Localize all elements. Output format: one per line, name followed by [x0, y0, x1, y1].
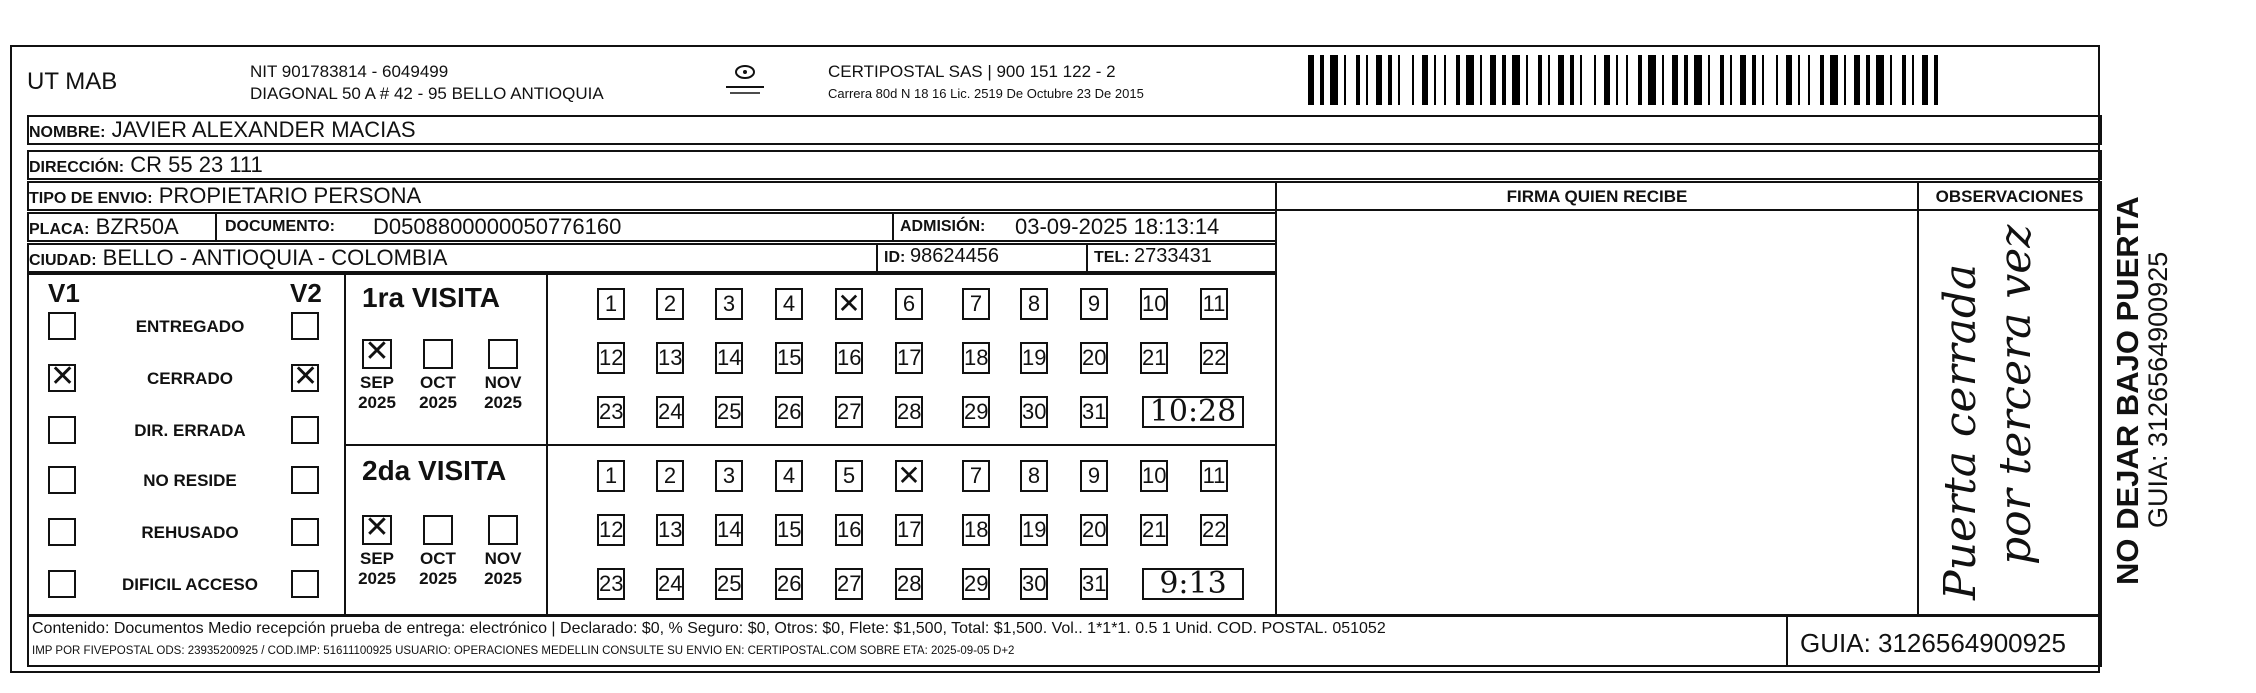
- id-value: 98624456: [910, 245, 999, 267]
- tipo-value: PROPIETARIO PERSONA: [158, 183, 422, 208]
- v2-label: V2: [290, 278, 322, 308]
- barcode-bar: [1444, 55, 1446, 105]
- firma-box: [1275, 181, 1919, 616]
- barcode-bar: [1866, 55, 1870, 105]
- day-box[interactable]: 10: [1140, 288, 1168, 320]
- barcode-bar: [1876, 55, 1884, 105]
- day-box[interactable]: 23: [597, 568, 625, 600]
- barcode-bar: [1388, 55, 1392, 105]
- year-label: 2025: [484, 393, 522, 412]
- barcode-bar: [1320, 55, 1324, 105]
- day-box[interactable]: 5: [835, 460, 863, 492]
- year-label: 2025: [419, 569, 457, 588]
- day-box[interactable]: 1: [597, 460, 625, 492]
- visit2-title: 2da VISITA: [362, 455, 507, 486]
- day-box[interactable]: 19: [1020, 514, 1048, 546]
- documento-label: DOCUMENTO:: [225, 218, 335, 235]
- barcode-bar: [1526, 55, 1528, 105]
- barcode-bar: [1672, 55, 1678, 105]
- day-box[interactable]: 29: [962, 396, 990, 428]
- day-box[interactable]: 14: [715, 514, 743, 546]
- visit-time: 9:13: [1142, 568, 1244, 600]
- direccion-value: CR 55 23 111: [130, 152, 263, 177]
- day-box[interactable]: ✕: [895, 460, 923, 492]
- barcode-bar: [1570, 55, 1574, 105]
- admision-label: ADMISIÓN:: [900, 218, 986, 235]
- status-label: NO RESIDE: [143, 471, 237, 490]
- barcode-bar: [1502, 55, 1506, 105]
- company-nit: NIT 901783814 - 6049499: [250, 62, 449, 81]
- month-label: SEP: [359, 373, 395, 392]
- ciudad-row: [27, 243, 1277, 273]
- status-label: ENTREGADO: [135, 317, 245, 336]
- day-box[interactable]: 1: [597, 288, 625, 320]
- v2-checkbox[interactable]: ✕: [293, 359, 319, 394]
- day-box[interactable]: 14: [715, 342, 743, 374]
- side-guia: GUIA: 3126564900925: [2143, 251, 2173, 528]
- day-box[interactable]: 29: [962, 568, 990, 600]
- year-label: 2025: [419, 393, 457, 412]
- day-box[interactable]: 18: [962, 514, 990, 546]
- footer-guia: GUIA: 3126564900925: [1800, 628, 2066, 658]
- v2-checkbox[interactable]: [291, 312, 319, 340]
- barcode-bar: [1616, 55, 1618, 105]
- barcode-bar: [1480, 55, 1482, 105]
- visit-divider: [344, 444, 1276, 446]
- day-box[interactable]: 24: [656, 396, 684, 428]
- day-box[interactable]: 4: [775, 460, 803, 492]
- placa-label: PLACA:: [29, 221, 90, 238]
- day-box[interactable]: 15: [775, 514, 803, 546]
- day-box[interactable]: 3: [715, 288, 743, 320]
- day-box[interactable]: 12: [597, 342, 625, 374]
- year-label: 2025: [358, 393, 396, 412]
- nombre-row: [27, 115, 2102, 145]
- barcode-bar: [1366, 55, 1368, 105]
- carrier-license: Carrera 80d N 18 16 Lic. 2519 De Octubre 23 De 2015: [828, 86, 1144, 101]
- v2-checkbox[interactable]: [291, 570, 319, 598]
- v1-checkbox[interactable]: ✕: [50, 359, 76, 394]
- status-label: REHUSADO: [141, 523, 239, 542]
- ciudad-value: BELLO - ANTIOQUIA - COLOMBIA: [102, 245, 448, 270]
- day-box[interactable]: 25: [715, 568, 743, 600]
- barcode-bar: [1344, 55, 1346, 105]
- placa-divider: [215, 212, 217, 242]
- company-name: UT MAB: [27, 68, 118, 95]
- barcode-bar: [1648, 55, 1656, 105]
- day-box[interactable]: 13: [656, 514, 684, 546]
- barcode-bar: [1308, 55, 1314, 105]
- barcode-bar: [1922, 55, 1928, 105]
- day-box[interactable]: 11: [1200, 460, 1228, 492]
- barcode-bar: [1594, 55, 1596, 105]
- barcode-bar: [1776, 55, 1778, 105]
- id-label: ID:: [884, 249, 906, 266]
- barcode-bar: [1434, 55, 1436, 105]
- obs-handwriting-2: por tercera vez: [1990, 224, 2041, 565]
- barcode-bar: [1538, 55, 1542, 105]
- nombre-label: NOMBRE:: [29, 124, 106, 141]
- barcode-bar: [1854, 55, 1860, 105]
- day-box[interactable]: 15: [775, 342, 803, 374]
- company-address: DIAGONAL 50 A # 42 - 95 BELLO ANTIOQUIA: [250, 84, 604, 103]
- v2-checkbox[interactable]: [291, 416, 319, 444]
- obs-handwriting-1: Puerta cerrada: [1935, 263, 1986, 600]
- barcode-bar: [1694, 55, 1702, 105]
- day-box[interactable]: 8: [1020, 288, 1048, 320]
- month-checkbox[interactable]: ✕: [362, 515, 392, 545]
- day-box[interactable]: 4: [775, 288, 803, 320]
- day-box[interactable]: 2: [656, 288, 684, 320]
- nombre-value: JAVIER ALEXANDER MACIAS: [111, 117, 416, 142]
- carrier-logo: [712, 60, 778, 100]
- barcode-bar: [1934, 55, 1938, 105]
- day-box[interactable]: 26: [775, 396, 803, 428]
- barcode-bar: [1512, 55, 1520, 105]
- day-box[interactable]: 6: [895, 288, 923, 320]
- day-box[interactable]: 21: [1140, 342, 1168, 374]
- year-label: 2025: [484, 569, 522, 588]
- v2-checkbox[interactable]: [291, 466, 319, 494]
- direccion-row: [27, 150, 2102, 180]
- tipo-row: [27, 181, 1277, 211]
- firma-label: FIRMA QUIEN RECIBE: [1506, 187, 1688, 206]
- month-label: NOV: [484, 549, 522, 568]
- day-box[interactable]: 22: [1200, 342, 1228, 374]
- v1-checkbox[interactable]: [48, 312, 76, 340]
- barcode-bar: [1902, 55, 1906, 105]
- day-box[interactable]: 30: [1020, 568, 1048, 600]
- barcode-bar: [1684, 55, 1688, 105]
- v1-checkbox[interactable]: [48, 466, 76, 494]
- barcode-bar: [1890, 55, 1892, 105]
- month-checkbox[interactable]: [488, 339, 518, 369]
- day-box[interactable]: 23: [597, 396, 625, 428]
- visit1-title: 1ra VISITA: [362, 282, 500, 313]
- day-box[interactable]: 9: [1080, 460, 1108, 492]
- barcode-bar: [1762, 55, 1764, 105]
- barcode-bar: [1466, 55, 1474, 105]
- month-label: SEP: [359, 549, 395, 568]
- barcode-bar: [1820, 55, 1824, 105]
- footer-divider: [1786, 615, 1788, 667]
- day-box[interactable]: 17: [895, 342, 923, 374]
- day-box[interactable]: 20: [1080, 342, 1108, 374]
- day-box[interactable]: 19: [1020, 342, 1048, 374]
- day-box[interactable]: 31: [1080, 396, 1108, 428]
- footer-line1: Contenido: Documentos Medio recepción prueba de entrega: electrónico | Declarado: $0, % Seguro: $0, Otros: $0, Flete: $1,500, Total: $1,500. Vol.. 1*1*1. 0.5 1 Unid. COD. POSTAL. 051052: [32, 620, 1386, 637]
- barcode-bar: [1626, 55, 1628, 105]
- barcode-bar: [1720, 55, 1724, 105]
- day-box[interactable]: 9: [1080, 288, 1108, 320]
- day-box[interactable]: 31: [1080, 568, 1108, 600]
- tel-label: TEL:: [1094, 249, 1130, 266]
- barcode-bar: [1730, 55, 1732, 105]
- tel-value: 2733431: [1134, 245, 1212, 267]
- barcode-bar: [1808, 55, 1810, 105]
- day-box[interactable]: 16: [835, 342, 863, 374]
- day-box[interactable]: 27: [835, 396, 863, 428]
- barcode-bar: [1490, 55, 1496, 105]
- day-box[interactable]: 20: [1080, 514, 1108, 546]
- day-box[interactable]: 8: [1020, 460, 1048, 492]
- day-box[interactable]: 28: [895, 396, 923, 428]
- month-checkbox[interactable]: [488, 515, 518, 545]
- month-label: NOV: [484, 373, 522, 392]
- admision-divider: [892, 212, 894, 242]
- status-label: DIR. ERRADA: [134, 421, 246, 440]
- barcode-bar: [1330, 55, 1338, 105]
- barcode-bar: [1912, 55, 1914, 105]
- placa-value: BZR50A: [95, 214, 179, 239]
- ciudad-label: CIUDAD:: [29, 252, 97, 269]
- day-box[interactable]: 3: [715, 460, 743, 492]
- barcode-bar: [1798, 55, 1800, 105]
- admision-value: 03-09-2025 18:13:14: [1015, 214, 1220, 239]
- day-box[interactable]: 25: [715, 396, 743, 428]
- month-checkbox[interactable]: [423, 515, 453, 545]
- day-box[interactable]: 21: [1140, 514, 1168, 546]
- barcode-bar: [1412, 55, 1414, 105]
- month-checkbox[interactable]: [423, 339, 453, 369]
- side-warning: NO DEJAR BAJO PUERTA: [2110, 196, 2145, 585]
- day-box[interactable]: 2: [656, 460, 684, 492]
- v1-checkbox[interactable]: [48, 416, 76, 444]
- barcode-bar: [1422, 55, 1428, 105]
- id-divider: [876, 243, 878, 273]
- barcode-bar: [1376, 55, 1382, 105]
- v1-label: V1: [48, 278, 80, 308]
- barcode-bar: [1604, 55, 1610, 105]
- day-box[interactable]: 13: [656, 342, 684, 374]
- visit-time: 10:28: [1142, 396, 1244, 428]
- v1-checkbox[interactable]: [48, 570, 76, 598]
- status-label: DIFICIL ACCESO: [121, 575, 258, 594]
- barcode-bar: [1398, 55, 1400, 105]
- v1-checkbox[interactable]: [48, 518, 76, 546]
- tel-divider: [1086, 243, 1088, 273]
- day-box[interactable]: 24: [656, 568, 684, 600]
- obs-label: OBSERVACIONES: [1935, 187, 2084, 206]
- day-box[interactable]: 26: [775, 568, 803, 600]
- barcode-bar: [1830, 55, 1838, 105]
- day-box[interactable]: 10: [1140, 460, 1168, 492]
- barcode-bar: [1638, 55, 1642, 105]
- barcode-bar: [1844, 55, 1846, 105]
- documento-value: D0508800000050776160: [373, 214, 622, 239]
- carrier-name: CERTIPOSTAL SAS | 900 151 122 - 2: [828, 62, 1116, 81]
- tipo-label: TIPO DE ENVIO:: [29, 190, 153, 207]
- status-label: CERRADO: [147, 369, 233, 388]
- barcode-bar: [1786, 55, 1792, 105]
- barcode-bar: [1558, 55, 1564, 105]
- day-box[interactable]: 30: [1020, 396, 1048, 428]
- barcode-bar: [1708, 55, 1710, 105]
- day-box[interactable]: 7: [962, 288, 990, 320]
- day-box[interactable]: 16: [835, 514, 863, 546]
- barcode-bar: [1752, 55, 1756, 105]
- day-box[interactable]: 17: [895, 514, 923, 546]
- barcode-bar: [1580, 55, 1582, 105]
- month-label: OCT: [420, 373, 456, 392]
- day-box[interactable]: 12: [597, 514, 625, 546]
- v2-checkbox[interactable]: [291, 518, 319, 546]
- barcode-bar: [1456, 55, 1460, 105]
- day-box[interactable]: ✕: [835, 288, 863, 320]
- barcode-bar: [1356, 55, 1360, 105]
- day-box[interactable]: 27: [835, 568, 863, 600]
- barcode-bar: [1662, 55, 1664, 105]
- barcode-bar: [1740, 55, 1746, 105]
- month-label: OCT: [420, 549, 456, 568]
- day-box[interactable]: 7: [962, 460, 990, 492]
- day-box[interactable]: 28: [895, 568, 923, 600]
- barcode-bar: [1548, 55, 1550, 105]
- barcode: [1308, 55, 1948, 105]
- day-box[interactable]: 22: [1200, 514, 1228, 546]
- day-box[interactable]: 18: [962, 342, 990, 374]
- month-checkbox[interactable]: ✕: [362, 339, 392, 369]
- footer-line2: IMP POR FIVEPOSTAL ODS: 23935200925 / COD.IMP: 51611100925 USUARIO: OPERACIONES MEDELLIN CONSULTE SU ENVIO EN: CERTIPOSTAL.COM SOBRE ETA: 2025-09-05 D+2: [32, 645, 1015, 657]
- direccion-label: DIRECCIÓN:: [29, 159, 125, 176]
- year-label: 2025: [358, 569, 396, 588]
- day-box[interactable]: 11: [1200, 288, 1228, 320]
